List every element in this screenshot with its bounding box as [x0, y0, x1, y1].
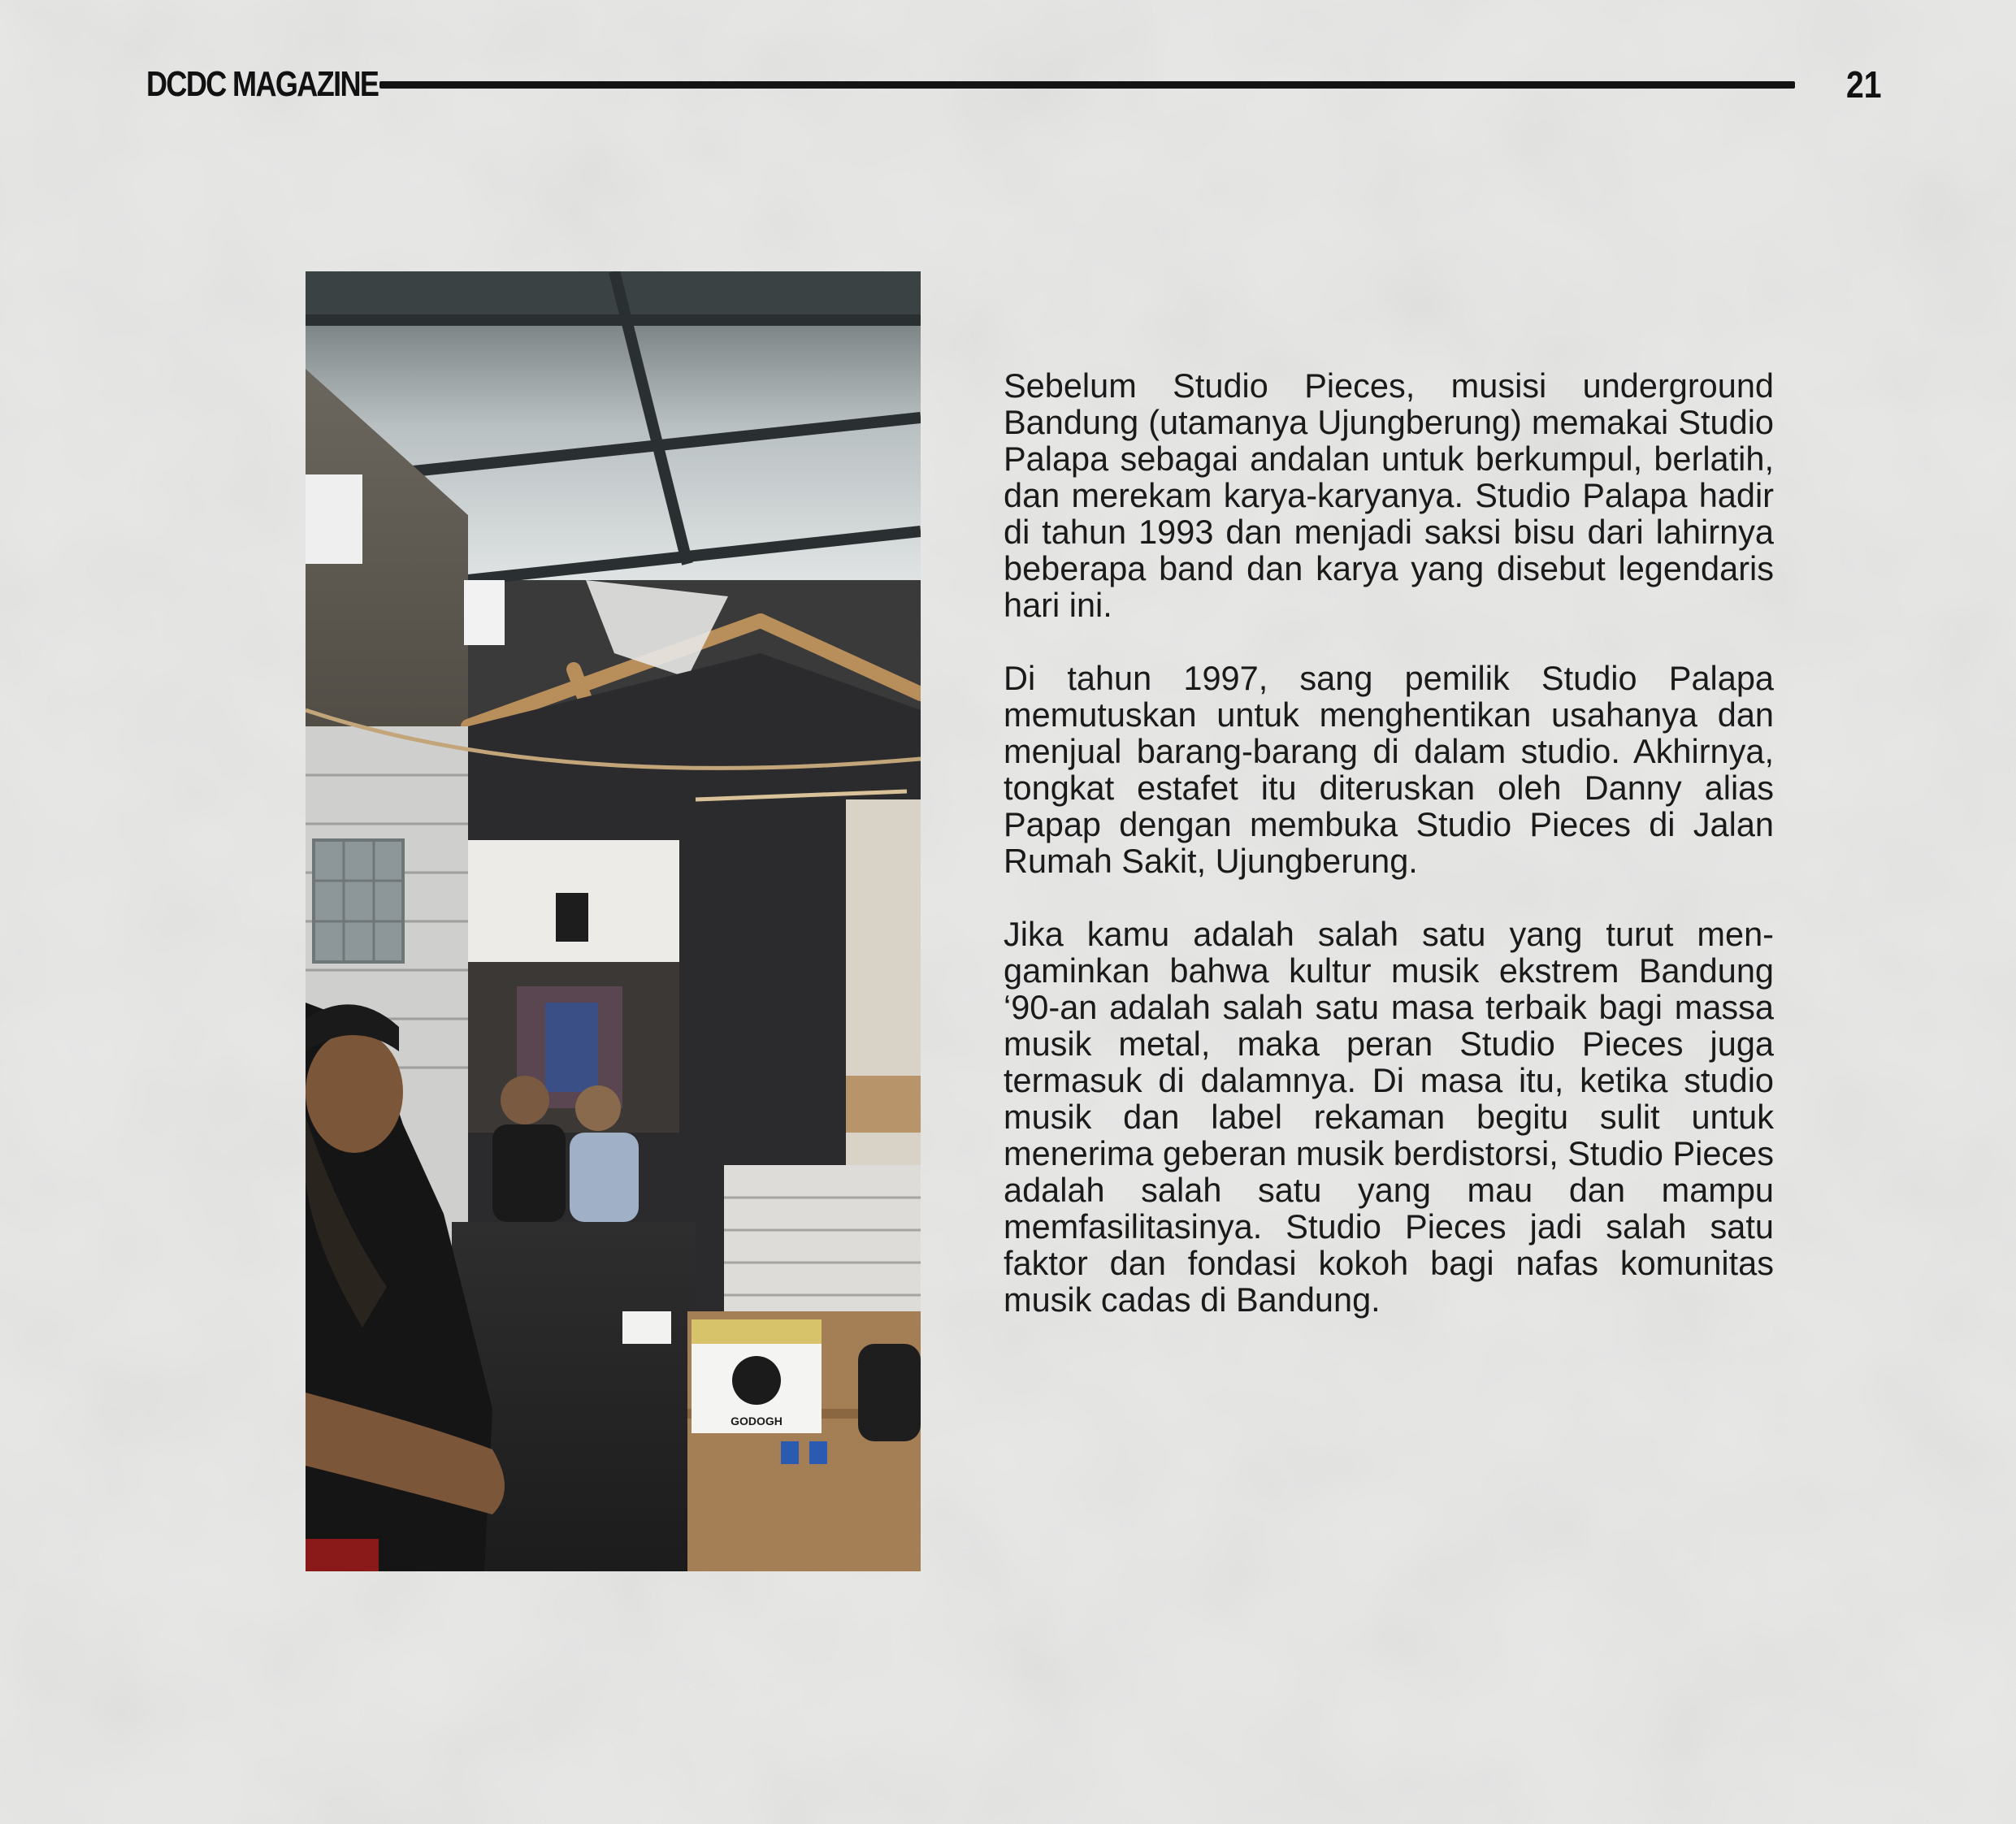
header-rule: [379, 81, 1795, 89]
magazine-title: DCDC MAGAZINE: [146, 64, 379, 104]
article-paragraph-2: Di tahun 1997, sang pemilik Studio Palapa memutuskan untuk menghentikan usahanya dan menjual barang-barang di dalam studio. Akhirnya, tongkat estafet itu diteruskan oleh Danny alias Papap dengan membuka Studio Pieces di Jalan Rumah Sakit, Ujungberung.: [1004, 659, 1774, 880]
article-paragraph-1: Sebelum Studio Pieces, musisi underground Bandung (utamanya Ujungberung) memakai Studio Palapa sebagai andalan untuk berkumpul, berlatih, dan merekam karya-karyanya. Studio Palapa hadir di tahun 1993 dan menjadi saksi bisu dari lahirnya beberapa band dan karya yang disebut legendaris hari ini.: [1004, 366, 1774, 624]
studio-interior-photo: [306, 271, 921, 1571]
article-paragraph-3: Jika kamu adalah salah satu yang turut mengaminkan bahwa kultur musik ekstrem Bandung ‘90-an adalah salah satu masa terbaik bagi massa musik metal, maka peran Studio Pieces juga termasuk di dalamnya. Di masa itu, ketika studio musik dan label rekaman begitu sulit untuk menerima geberan musik berdistorsi, Studio Pieces adalah salah satu yang mau dan mampu memfasilitasinya. Studio Pieces jadi salah satu faktor dan fondasi kokoh bagi nafas komunitas musik cadas di Bandung.: [1004, 915, 1775, 1319]
article-body: [1004, 367, 1774, 1354]
page-number: 21: [1846, 63, 1882, 106]
photo-illustration: [306, 271, 921, 1571]
box-brand-label: GODOGH: [731, 1415, 783, 1428]
page-header: [0, 0, 2016, 130]
